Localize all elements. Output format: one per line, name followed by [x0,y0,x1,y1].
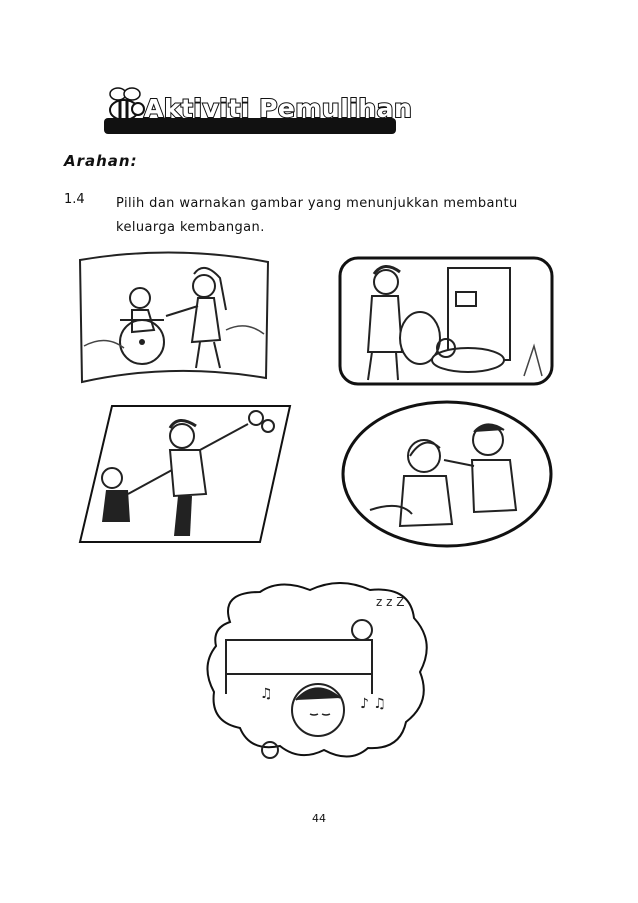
picture-massage-grandfather[interactable] [340,400,554,548]
wheelchair-icon [76,250,272,388]
item-number: 1.4 [64,192,85,207]
svg-text:♪ ♫: ♪ ♫ [360,696,386,712]
item-text: Pilih dan warnakan gambar yang menunjukkan membantu keluarga kembangan. [116,196,518,235]
svg-text:♫: ♫ [260,686,273,702]
picture-hanging-toys[interactable] [78,404,292,544]
picture-sleeping-dream[interactable] [200,582,436,768]
banner-title: Aktiviti Pemulihan [144,94,413,123]
page-number: 44 [312,812,326,825]
sleep-icon [200,582,436,768]
picture-washing-dishes[interactable] [338,256,554,386]
svg-text:z z Z: z z Z [376,595,405,609]
instructions-heading: Arahan: [64,152,138,170]
toy-icon [78,404,292,544]
dishes-icon [338,256,554,386]
grandfather-icon [340,400,554,548]
picture-wheelchair-help[interactable] [76,250,272,388]
